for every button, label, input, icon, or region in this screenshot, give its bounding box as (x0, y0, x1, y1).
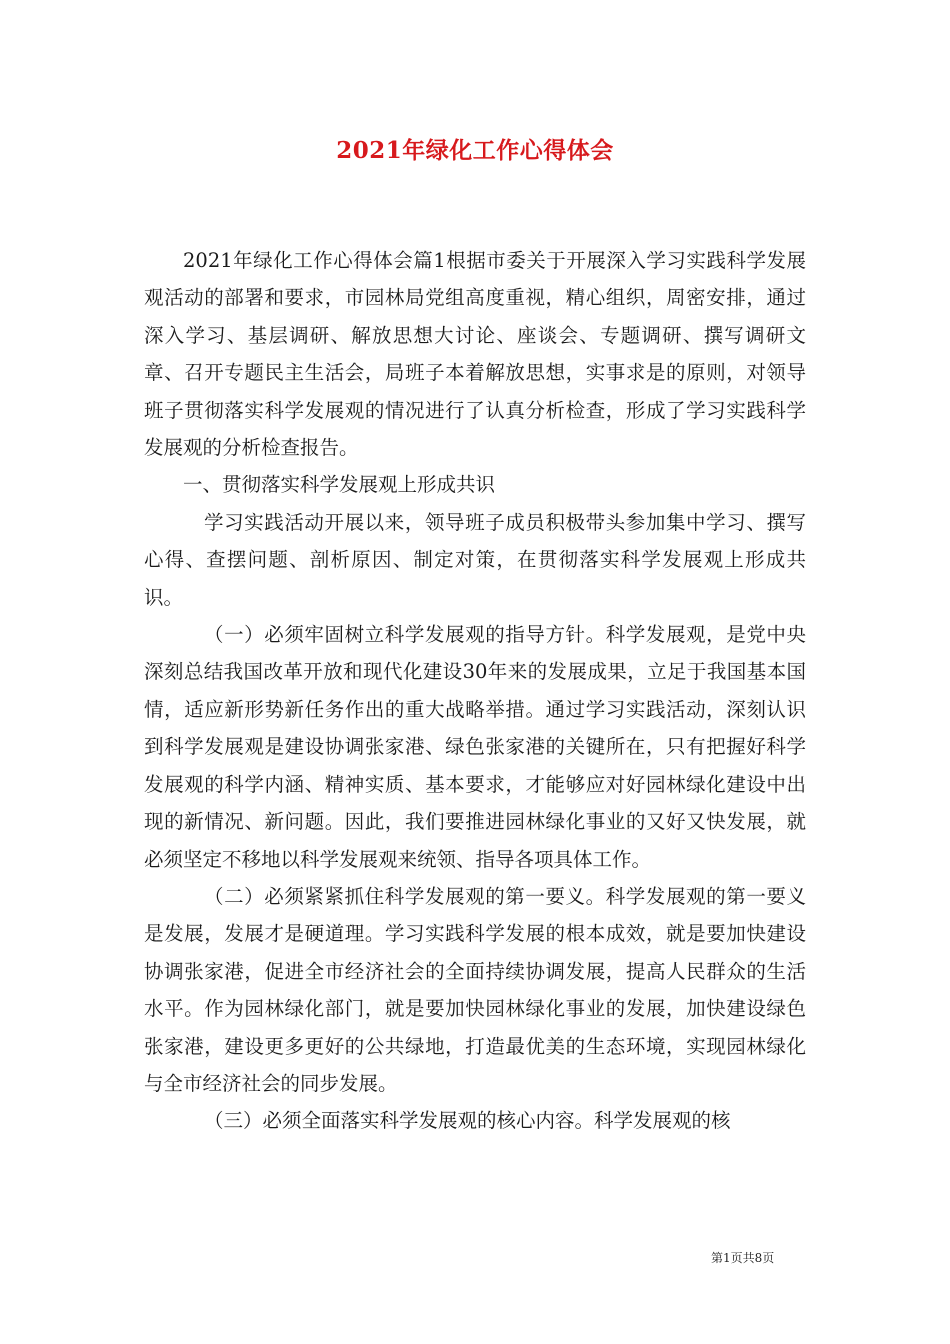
paragraph-intro: 2021年绿化工作心得体会篇1根据市委关于开展深入学习实践科学发展观活动的部署和要求，市园林局党组高度重视，精心组织，周密安排，通过深入学习、基层调研、解放思想大讨论、座谈会、专题调研、撰写调研文章、召开专题民主生活会，局班子本着解放思想，实事求是的原则，对领导班子贯彻落实科学发展观的情况进行了认真分析检查，形成了学习实践科学发展观的分析检查报告。 (144, 249, 806, 460)
section-heading-1: 一、贯彻落实科学发展观上形成共识 (183, 473, 496, 497)
paragraph-point-2: （二）必须紧紧抓住科学发展观的第一要义。科学发展观的第一要义是发展，发展才是硬道理。学习实践科学发展的根本成效，就是要加快建设协调张家港，促进全市经济社会的全面持续协调发展，提高人民群众的生活水平。作为园林绿化部门，就是要加快园林绿化事业的发展，加快建设绿色张家港，建设更多更好的公共绿地，打造最优美的生态环境，实现园林绿化与全市经济社会的同步发展。 (144, 884, 806, 1095)
page-number: 第1页共8页 (711, 1251, 775, 1265)
paragraph-point-3: （三）必须全面落实科学发展观的核心内容。科学发展观的核 (204, 1109, 731, 1133)
document-body (144, 242, 806, 1140)
paragraph-point-1: （一）必须牢固树立科学发展观的指导方针。科学发展观，是党中央深刻总结我国改革开放和现代化建设30年来的发展成果，立足于我国基本国情，适应新形势新任务作出的重大战略举措。通过学习实践活动，深刻认识到科学发展观是建设协调张家港、绿色张家港的关键所在，只有把握好科学发展观的科学内涵、精神实质、基本要求，才能够应对好园林绿化建设中出现的新情况、新问题。因此，我们要推进园林绿化事业的又好又快发展，就必须坚定不移地以科学发展观来统领、指导各项具体工作。 (144, 623, 806, 871)
document-title: 2021年绿化工作心得体会 (336, 137, 614, 164)
paragraph-consensus: 学习实践活动开展以来，领导班子成员积极带头参加集中学习、撰写心得、查摆问题、剖析原因、制定对策，在贯彻落实科学发展观上形成共识。 (144, 510, 806, 609)
